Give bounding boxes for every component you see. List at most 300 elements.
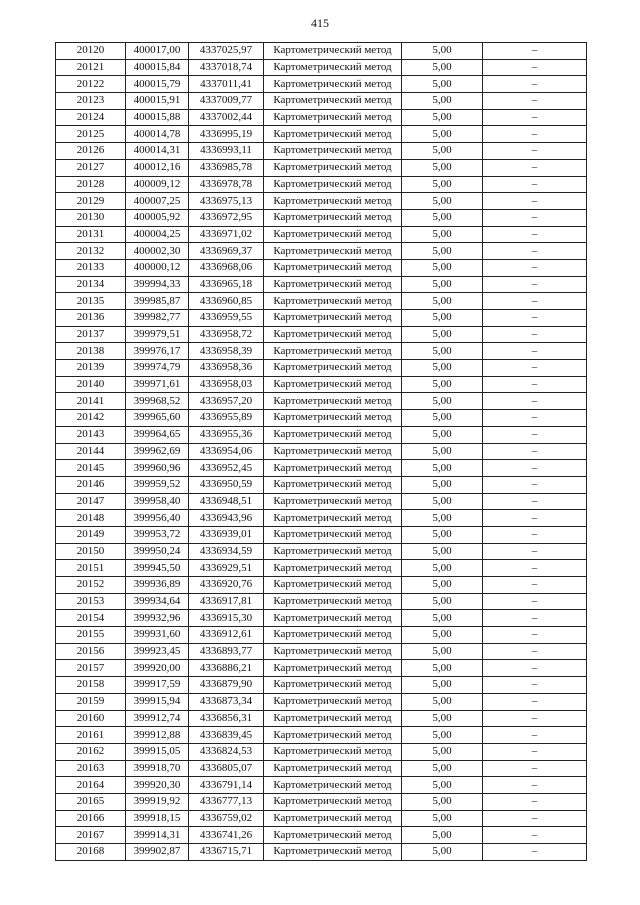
method-cell: Картометрический метод <box>264 59 402 76</box>
y-coordinate-cell: 4336886,21 <box>189 660 264 677</box>
method-cell: Картометрический метод <box>264 310 402 327</box>
method-cell: Картометрический метод <box>264 343 402 360</box>
method-cell: Картометрический метод <box>264 677 402 694</box>
error-cell: 5,00 <box>402 293 483 310</box>
page-number: 415 <box>311 16 329 30</box>
method-cell: Картометрический метод <box>264 710 402 727</box>
x-coordinate-cell: 399974,79 <box>126 360 189 377</box>
note-cell: – <box>483 393 587 410</box>
point-number-cell: 20133 <box>56 259 126 276</box>
table-row <box>56 810 587 827</box>
y-coordinate-cell: 4336948,51 <box>189 493 264 510</box>
method-cell: Картометрический метод <box>264 76 402 93</box>
point-number-cell: 20165 <box>56 793 126 810</box>
table-row <box>56 693 587 710</box>
error-cell: 5,00 <box>402 193 483 210</box>
method-cell: Картометрический метод <box>264 627 402 644</box>
note-cell: – <box>483 827 587 844</box>
point-number-cell: 20138 <box>56 343 126 360</box>
coordinates-table <box>55 42 587 861</box>
y-coordinate-cell: 4336969,37 <box>189 243 264 260</box>
y-coordinate-cell: 4337018,74 <box>189 59 264 76</box>
method-cell: Картометрический метод <box>264 577 402 594</box>
error-cell: 5,00 <box>402 310 483 327</box>
error-cell: 5,00 <box>402 109 483 126</box>
point-number-cell: 20158 <box>56 677 126 694</box>
note-cell: – <box>483 360 587 377</box>
error-cell: 5,00 <box>402 526 483 543</box>
error-cell: 5,00 <box>402 76 483 93</box>
x-coordinate-cell: 399912,74 <box>126 710 189 727</box>
x-coordinate-cell: 399918,15 <box>126 810 189 827</box>
note-cell: – <box>483 610 587 627</box>
y-coordinate-cell: 4336893,77 <box>189 643 264 660</box>
point-number-cell: 20144 <box>56 443 126 460</box>
note-cell: – <box>483 443 587 460</box>
table-row <box>56 193 587 210</box>
table-row <box>56 743 587 760</box>
table-row <box>56 59 587 76</box>
x-coordinate-cell: 400015,91 <box>126 93 189 110</box>
note-cell: – <box>483 176 587 193</box>
error-cell: 5,00 <box>402 844 483 861</box>
x-coordinate-cell: 399919,92 <box>126 793 189 810</box>
point-number-cell: 20164 <box>56 777 126 794</box>
note-cell: – <box>483 560 587 577</box>
note-cell: – <box>483 543 587 560</box>
x-coordinate-cell: 400004,25 <box>126 226 189 243</box>
note-cell: – <box>483 510 587 527</box>
x-coordinate-cell: 399931,60 <box>126 627 189 644</box>
y-coordinate-cell: 4336839,45 <box>189 727 264 744</box>
x-coordinate-cell: 399915,05 <box>126 743 189 760</box>
error-cell: 5,00 <box>402 126 483 143</box>
y-coordinate-cell: 4336917,81 <box>189 593 264 610</box>
point-number-cell: 20129 <box>56 193 126 210</box>
point-number-cell: 20124 <box>56 109 126 126</box>
x-coordinate-cell: 399936,89 <box>126 577 189 594</box>
method-cell: Картометрический метод <box>264 526 402 543</box>
x-coordinate-cell: 400015,79 <box>126 76 189 93</box>
error-cell: 5,00 <box>402 476 483 493</box>
method-cell: Картометрический метод <box>264 410 402 427</box>
note-cell: – <box>483 693 587 710</box>
error-cell: 5,00 <box>402 276 483 293</box>
y-coordinate-cell: 4336985,78 <box>189 159 264 176</box>
table-row <box>56 426 587 443</box>
method-cell: Картометрический метод <box>264 443 402 460</box>
point-number-cell: 20145 <box>56 460 126 477</box>
table-row <box>56 560 587 577</box>
error-cell: 5,00 <box>402 677 483 694</box>
error-cell: 5,00 <box>402 243 483 260</box>
table-row <box>56 727 587 744</box>
x-coordinate-cell: 399962,69 <box>126 443 189 460</box>
y-coordinate-cell: 4336958,36 <box>189 360 264 377</box>
error-cell: 5,00 <box>402 159 483 176</box>
point-number-cell: 20143 <box>56 426 126 443</box>
table-row <box>56 844 587 861</box>
note-cell: – <box>483 577 587 594</box>
table-row <box>56 93 587 110</box>
note-cell: – <box>483 326 587 343</box>
y-coordinate-cell: 4336920,76 <box>189 577 264 594</box>
y-coordinate-cell: 4336943,96 <box>189 510 264 527</box>
y-coordinate-cell: 4336805,07 <box>189 760 264 777</box>
table-row <box>56 43 587 60</box>
point-number-cell: 20130 <box>56 209 126 226</box>
note-cell: – <box>483 627 587 644</box>
x-coordinate-cell: 399914,31 <box>126 827 189 844</box>
note-cell: – <box>483 426 587 443</box>
error-cell: 5,00 <box>402 827 483 844</box>
method-cell: Картометрический метод <box>264 176 402 193</box>
x-coordinate-cell: 400009,12 <box>126 176 189 193</box>
note-cell: – <box>483 460 587 477</box>
table-row <box>56 126 587 143</box>
table-row <box>56 293 587 310</box>
y-coordinate-cell: 4336958,03 <box>189 376 264 393</box>
y-coordinate-cell: 4336791,14 <box>189 777 264 794</box>
x-coordinate-cell: 400014,78 <box>126 126 189 143</box>
y-coordinate-cell: 4336968,06 <box>189 259 264 276</box>
method-cell: Картометрический метод <box>264 159 402 176</box>
y-coordinate-cell: 4336912,61 <box>189 627 264 644</box>
x-coordinate-cell: 399959,52 <box>126 476 189 493</box>
y-coordinate-cell: 4336873,34 <box>189 693 264 710</box>
x-coordinate-cell: 399971,61 <box>126 376 189 393</box>
method-cell: Картометрический метод <box>264 777 402 794</box>
table-row <box>56 109 587 126</box>
method-cell: Картометрический метод <box>264 360 402 377</box>
point-number-cell: 20151 <box>56 560 126 577</box>
method-cell: Картометрический метод <box>264 510 402 527</box>
error-cell: 5,00 <box>402 343 483 360</box>
note-cell: – <box>483 710 587 727</box>
error-cell: 5,00 <box>402 593 483 610</box>
y-coordinate-cell: 4336952,45 <box>189 460 264 477</box>
error-cell: 5,00 <box>402 610 483 627</box>
point-number-cell: 20140 <box>56 376 126 393</box>
x-coordinate-cell: 399968,52 <box>126 393 189 410</box>
table-row <box>56 159 587 176</box>
x-coordinate-cell: 399934,64 <box>126 593 189 610</box>
note-cell: – <box>483 376 587 393</box>
point-number-cell: 20168 <box>56 844 126 861</box>
note-cell: – <box>483 593 587 610</box>
note-cell: – <box>483 526 587 543</box>
point-number-cell: 20125 <box>56 126 126 143</box>
method-cell: Картометрический метод <box>264 109 402 126</box>
method-cell: Картометрический метод <box>264 810 402 827</box>
note-cell: – <box>483 193 587 210</box>
method-cell: Картометрический метод <box>264 43 402 60</box>
note-cell: – <box>483 76 587 93</box>
note-cell: – <box>483 660 587 677</box>
y-coordinate-cell: 4336955,36 <box>189 426 264 443</box>
table-row <box>56 643 587 660</box>
method-cell: Картометрический метод <box>264 493 402 510</box>
method-cell: Картометрический метод <box>264 727 402 744</box>
x-coordinate-cell: 399994,33 <box>126 276 189 293</box>
y-coordinate-cell: 4336955,89 <box>189 410 264 427</box>
x-coordinate-cell: 399965,60 <box>126 410 189 427</box>
error-cell: 5,00 <box>402 510 483 527</box>
y-coordinate-cell: 4336915,30 <box>189 610 264 627</box>
point-number-cell: 20141 <box>56 393 126 410</box>
x-coordinate-cell: 399964,65 <box>126 426 189 443</box>
error-cell: 5,00 <box>402 793 483 810</box>
note-cell: – <box>483 126 587 143</box>
point-number-cell: 20155 <box>56 627 126 644</box>
y-coordinate-cell: 4337009,77 <box>189 93 264 110</box>
point-number-cell: 20131 <box>56 226 126 243</box>
note-cell: – <box>483 276 587 293</box>
table-row <box>56 343 587 360</box>
method-cell: Картометрический метод <box>264 610 402 627</box>
point-number-cell: 20147 <box>56 493 126 510</box>
method-cell: Картометрический метод <box>264 460 402 477</box>
table-row <box>56 243 587 260</box>
y-coordinate-cell: 4336959,55 <box>189 310 264 327</box>
error-cell: 5,00 <box>402 360 483 377</box>
note-cell: – <box>483 643 587 660</box>
error-cell: 5,00 <box>402 493 483 510</box>
error-cell: 5,00 <box>402 777 483 794</box>
error-cell: 5,00 <box>402 59 483 76</box>
point-number-cell: 20160 <box>56 710 126 727</box>
x-coordinate-cell: 399956,40 <box>126 510 189 527</box>
point-number-cell: 20152 <box>56 577 126 594</box>
y-coordinate-cell: 4336958,72 <box>189 326 264 343</box>
y-coordinate-cell: 4336715,71 <box>189 844 264 861</box>
method-cell: Картометрический метод <box>264 560 402 577</box>
note-cell: – <box>483 343 587 360</box>
error-cell: 5,00 <box>402 93 483 110</box>
table-row <box>56 593 587 610</box>
y-coordinate-cell: 4336929,51 <box>189 560 264 577</box>
point-number-cell: 20128 <box>56 176 126 193</box>
point-number-cell: 20157 <box>56 660 126 677</box>
method-cell: Картометрический метод <box>264 243 402 260</box>
error-cell: 5,00 <box>402 226 483 243</box>
error-cell: 5,00 <box>402 393 483 410</box>
x-coordinate-cell: 399945,50 <box>126 560 189 577</box>
table-row <box>56 777 587 794</box>
table-row <box>56 259 587 276</box>
note-cell: – <box>483 743 587 760</box>
note-cell: – <box>483 109 587 126</box>
table-row <box>56 577 587 594</box>
x-coordinate-cell: 400005,92 <box>126 209 189 226</box>
x-coordinate-cell: 399982,77 <box>126 310 189 327</box>
y-coordinate-cell: 4336960,85 <box>189 293 264 310</box>
point-number-cell: 20132 <box>56 243 126 260</box>
table-row <box>56 310 587 327</box>
method-cell: Картометрический метод <box>264 209 402 226</box>
note-cell: – <box>483 677 587 694</box>
table-row <box>56 710 587 727</box>
error-cell: 5,00 <box>402 743 483 760</box>
y-coordinate-cell: 4336975,13 <box>189 193 264 210</box>
y-coordinate-cell: 4336958,39 <box>189 343 264 360</box>
method-cell: Картометрический метод <box>264 760 402 777</box>
error-cell: 5,00 <box>402 143 483 160</box>
table-row <box>56 543 587 560</box>
method-cell: Картометрический метод <box>264 393 402 410</box>
y-coordinate-cell: 4337011,41 <box>189 76 264 93</box>
table-row <box>56 677 587 694</box>
method-cell: Картометрический метод <box>264 660 402 677</box>
y-coordinate-cell: 4336950,59 <box>189 476 264 493</box>
x-coordinate-cell: 399902,87 <box>126 844 189 861</box>
error-cell: 5,00 <box>402 760 483 777</box>
error-cell: 5,00 <box>402 810 483 827</box>
y-coordinate-cell: 4336939,01 <box>189 526 264 543</box>
method-cell: Картометрический метод <box>264 143 402 160</box>
error-cell: 5,00 <box>402 43 483 60</box>
x-coordinate-cell: 399915,94 <box>126 693 189 710</box>
x-coordinate-cell: 399979,51 <box>126 326 189 343</box>
y-coordinate-cell: 4336741,26 <box>189 827 264 844</box>
point-number-cell: 20148 <box>56 510 126 527</box>
note-cell: – <box>483 226 587 243</box>
x-coordinate-cell: 400007,25 <box>126 193 189 210</box>
note-cell: – <box>483 777 587 794</box>
y-coordinate-cell: 4336824,53 <box>189 743 264 760</box>
point-number-cell: 20142 <box>56 410 126 427</box>
error-cell: 5,00 <box>402 376 483 393</box>
note-cell: – <box>483 243 587 260</box>
error-cell: 5,00 <box>402 660 483 677</box>
method-cell: Картометрический метод <box>264 276 402 293</box>
x-coordinate-cell: 400014,31 <box>126 143 189 160</box>
note-cell: – <box>483 93 587 110</box>
error-cell: 5,00 <box>402 460 483 477</box>
table-row <box>56 443 587 460</box>
y-coordinate-cell: 4336954,06 <box>189 443 264 460</box>
note-cell: – <box>483 410 587 427</box>
method-cell: Картометрический метод <box>264 126 402 143</box>
point-number-cell: 20153 <box>56 593 126 610</box>
table-row <box>56 176 587 193</box>
y-coordinate-cell: 4336777,13 <box>189 793 264 810</box>
point-number-cell: 20135 <box>56 293 126 310</box>
x-coordinate-cell: 399958,40 <box>126 493 189 510</box>
method-cell: Картометрический метод <box>264 793 402 810</box>
note-cell: – <box>483 727 587 744</box>
method-cell: Картометрический метод <box>264 827 402 844</box>
error-cell: 5,00 <box>402 326 483 343</box>
table-row <box>56 493 587 510</box>
x-coordinate-cell: 400012,16 <box>126 159 189 176</box>
table-row <box>56 610 587 627</box>
method-cell: Картометрический метод <box>264 259 402 276</box>
error-cell: 5,00 <box>402 727 483 744</box>
note-cell: – <box>483 159 587 176</box>
x-coordinate-cell: 399920,00 <box>126 660 189 677</box>
table-row <box>56 627 587 644</box>
note-cell: – <box>483 844 587 861</box>
y-coordinate-cell: 4336856,31 <box>189 710 264 727</box>
y-coordinate-cell: 4336971,02 <box>189 226 264 243</box>
point-number-cell: 20126 <box>56 143 126 160</box>
point-number-cell: 20150 <box>56 543 126 560</box>
note-cell: – <box>483 476 587 493</box>
note-cell: – <box>483 43 587 60</box>
error-cell: 5,00 <box>402 209 483 226</box>
method-cell: Картометрический метод <box>264 476 402 493</box>
table-row <box>56 143 587 160</box>
error-cell: 5,00 <box>402 560 483 577</box>
x-coordinate-cell: 399923,45 <box>126 643 189 660</box>
note-cell: – <box>483 310 587 327</box>
x-coordinate-cell: 399920,30 <box>126 777 189 794</box>
x-coordinate-cell: 399976,17 <box>126 343 189 360</box>
point-number-cell: 20162 <box>56 743 126 760</box>
error-cell: 5,00 <box>402 543 483 560</box>
point-number-cell: 20167 <box>56 827 126 844</box>
method-cell: Картометрический метод <box>264 193 402 210</box>
table-row <box>56 326 587 343</box>
x-coordinate-cell: 399985,87 <box>126 293 189 310</box>
note-cell: – <box>483 493 587 510</box>
table-row <box>56 376 587 393</box>
point-number-cell: 20156 <box>56 643 126 660</box>
x-coordinate-cell: 400015,84 <box>126 59 189 76</box>
method-cell: Картометрический метод <box>264 643 402 660</box>
table-row <box>56 660 587 677</box>
y-coordinate-cell: 4336995,19 <box>189 126 264 143</box>
y-coordinate-cell: 4336972,95 <box>189 209 264 226</box>
table-row <box>56 76 587 93</box>
point-number-cell: 20146 <box>56 476 126 493</box>
point-number-cell: 20154 <box>56 610 126 627</box>
note-cell: – <box>483 209 587 226</box>
point-number-cell: 20127 <box>56 159 126 176</box>
point-number-cell: 20137 <box>56 326 126 343</box>
method-cell: Картометрический метод <box>264 743 402 760</box>
error-cell: 5,00 <box>402 259 483 276</box>
y-coordinate-cell: 4337002,44 <box>189 109 264 126</box>
table-row <box>56 827 587 844</box>
y-coordinate-cell: 4336759,02 <box>189 810 264 827</box>
table-row <box>56 209 587 226</box>
point-number-cell: 20166 <box>56 810 126 827</box>
table-row <box>56 793 587 810</box>
error-cell: 5,00 <box>402 577 483 594</box>
x-coordinate-cell: 399917,59 <box>126 677 189 694</box>
y-coordinate-cell: 4336978,78 <box>189 176 264 193</box>
x-coordinate-cell: 400017,00 <box>126 43 189 60</box>
x-coordinate-cell: 400015,88 <box>126 109 189 126</box>
x-coordinate-cell: 399918,70 <box>126 760 189 777</box>
method-cell: Картометрический метод <box>264 226 402 243</box>
table-row <box>56 460 587 477</box>
method-cell: Картометрический метод <box>264 426 402 443</box>
x-coordinate-cell: 400000,12 <box>126 259 189 276</box>
x-coordinate-cell: 399950,24 <box>126 543 189 560</box>
point-number-cell: 20121 <box>56 59 126 76</box>
method-cell: Картометрический метод <box>264 844 402 861</box>
table-row <box>56 410 587 427</box>
table-row <box>56 510 587 527</box>
table-row <box>56 360 587 377</box>
coordinates-table-body <box>56 43 587 861</box>
method-cell: Картометрический метод <box>264 593 402 610</box>
y-coordinate-cell: 4336965,18 <box>189 276 264 293</box>
method-cell: Картометрический метод <box>264 93 402 110</box>
